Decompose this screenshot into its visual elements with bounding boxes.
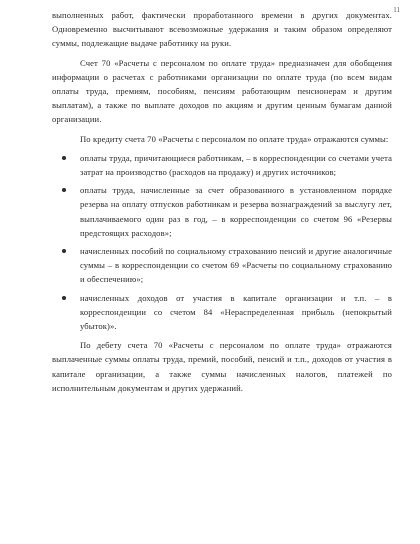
list-item-text: начисленных доходов от участия в капитале организации и т.п. – в корреспонденции со счетом 84 «Нераспределенная прибыль (непокрытый убыток)». — [80, 292, 392, 332]
document-body — [52, 8, 392, 400]
paragraph-intro: выполненных работ, фактически проработанного времени в других документах. Одновременно высчитывают всевозможные удержания и таким образом определяют суммы, подлежащие выдаче работнику на руки. — [52, 10, 392, 49]
credit-list — [52, 151, 392, 333]
list-item — [52, 291, 392, 334]
list-item — [52, 244, 392, 287]
paragraph-account-70: Счет 70 «Расчеты с персоналом по оплате труда» предназначен для обобщения информации о расчетах с работниками организации по оплате труда (по всем видам оплаты труда, премиям, пособиям, пенсиям работающим пенсионерам и другим выплатам), а также по выплате доходов по акциям и другим ценным бумагам данной организации. — [52, 57, 392, 125]
bullet-icon — [62, 156, 66, 160]
list-item — [52, 183, 392, 240]
bullet-icon — [62, 188, 66, 192]
bullet-icon — [62, 249, 66, 253]
list-item-text: начисленных пособий по социальному страхованию пенсий и другие аналогичные суммы – в корреспонденции со счетом 69 «Расчеты по социальному страхованию и обеспечению»; — [80, 246, 392, 285]
paragraph-debit: По дебету счета 70 «Расчеты с персоналом по оплате труда» отражаются выплаченные суммы оплаты труда, премий, пособий, пенсий и т.п., доходов от участия в капитале организации, а также суммы начисленных налогов, платежей по исполнительным документам и других удержаний. — [52, 340, 392, 393]
bullet-icon — [62, 296, 66, 300]
list-item — [52, 151, 392, 179]
paragraph-credit-intro: По кредиту счета 70 «Расчеты с персоналом по оплате труда» отражаются суммы: — [80, 133, 389, 144]
list-item-text: оплаты труда, причитающиеся работникам, – в корреспонденции со счетами учета затрат на производство (расходов на продажу) и других источников; — [80, 152, 392, 178]
page-number: 11 — [393, 6, 400, 14]
list-item-text: оплаты труда, начисленные за счет образованного в установленном порядке резерва на оплату отпусков работникам и резерва вознаграждений за выслугу лет, выплачиваемого один раз в год, – в корреспонденции со счетом 96 «Резервы предстоящих расходов»; — [80, 185, 392, 238]
